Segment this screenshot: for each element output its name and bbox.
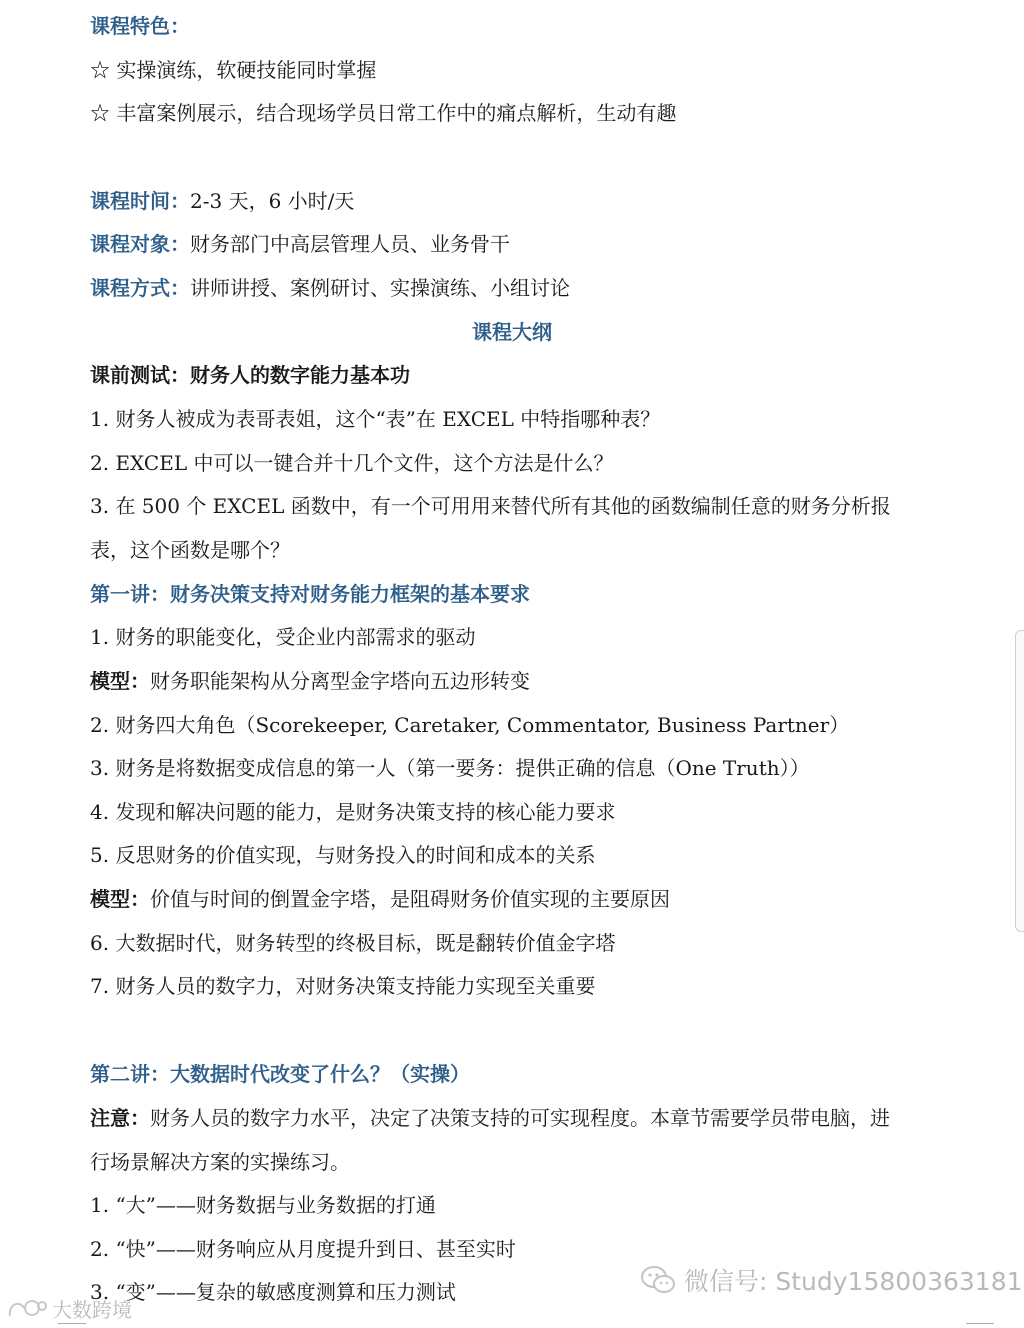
course-time-value: 2-3 天，6 小时/天 <box>190 189 355 213</box>
lecture2-item: 2. “快”——财务响应从月度提升到日、甚至实时 <box>90 1237 516 1261</box>
brand-watermark <box>6 1294 132 1323</box>
lecture2-note-continued: 行场景解决方案的实操练习。 <box>90 1150 350 1174</box>
lecture1-item: 4. 发现和解决问题的能力，是财务决策支持的核心能力要求 <box>90 800 616 824</box>
model-label: 模型： <box>90 887 150 911</box>
model-text: 财务职能架构从分离型金字塔向五边形转变 <box>150 669 530 693</box>
page-corner-mark <box>58 1323 86 1328</box>
page-corner-mark <box>966 1323 994 1328</box>
lecture1-item: 5. 反思财务的价值实现，与财务投入的时间和成本的关系 <box>90 843 596 867</box>
features-heading: 课程特色： <box>90 14 190 38</box>
course-time <box>90 188 984 214</box>
brand-name: 大数跨境 <box>52 1298 132 1322</box>
feature-item: ☆ 实操演练，软硬技能同时掌握 <box>90 58 377 82</box>
pretest-item-continued: 表，这个函数是哪个？ <box>90 538 290 562</box>
lecture1-item: 6. 大数据时代，财务转型的终极目标，既是翻转价值金字塔 <box>90 931 616 955</box>
course-audience <box>90 231 984 257</box>
lecture1-item: 7. 财务人员的数字力，对财务决策支持能力实现至关重要 <box>90 974 596 998</box>
course-method <box>90 275 984 301</box>
pretest-item: 3. 在 500 个 EXCEL 函数中，有一个可用用来替代所有其他的函数编制任意的财务分析报 <box>90 494 891 518</box>
feature-item: ☆ 丰富案例展示，结合现场学员日常工作中的痛点解析，生动有趣 <box>90 101 677 125</box>
pretest-item: 2. EXCEL 中可以一键合并十几个文件，这个方法是什么？ <box>90 451 614 475</box>
lecture2-note <box>90 1105 984 1131</box>
course-method-value: 讲师讲授、案例研讨、实操演练、小组讨论 <box>190 276 570 300</box>
scrollbar-tab[interactable] <box>1015 630 1024 932</box>
pretest-item: 1. 财务人被成为表哥表姐，这个“表”在 EXCEL 中特指哪种表？ <box>90 407 661 431</box>
lecture1-model1 <box>90 668 984 694</box>
wechat-id: 微信号: Study15800363181 <box>684 1267 1023 1296</box>
lecture1-heading: 第一讲：财务决策支持对财务能力框架的基本要求 <box>90 582 530 606</box>
lecture2-item: 3. “变”——复杂的敏感度测算和压力测试 <box>90 1280 456 1304</box>
lecture1-item: 1. 财务的职能变化，受企业内部需求的驱动 <box>90 625 476 649</box>
model-label: 模型： <box>90 669 150 693</box>
course-audience-label: 课程对象： <box>90 232 190 256</box>
note-text: 财务人员的数字力水平，决定了决策支持的可实现程度。本章节需要学员带电脑，进 <box>150 1106 890 1130</box>
lecture1-model2 <box>90 886 984 912</box>
outline-title: 课程大纲 <box>472 320 552 344</box>
wechat-watermark <box>640 1262 1023 1298</box>
lecture1-item: 2. 财务四大角色（Scorekeeper, Caretaker, Commentator, Business Partner） <box>90 713 850 737</box>
course-audience-value: 财务部门中高层管理人员、业务骨干 <box>190 232 510 256</box>
brand-logo-icon <box>6 1296 48 1322</box>
course-time-label: 课程时间： <box>90 189 190 213</box>
course-method-label: 课程方式： <box>90 276 190 300</box>
pretest-heading: 课前测试：财务人的数字能力基本功 <box>90 363 410 387</box>
note-label: 注意： <box>90 1106 150 1130</box>
model-text: 价值与时间的倒置金字塔，是阻碍财务价值实现的主要原因 <box>150 887 670 911</box>
lecture2-heading: 第二讲：大数据时代改变了什么？（实操） <box>90 1062 470 1086</box>
lecture1-item: 3. 财务是将数据变成信息的第一人（第一要务：提供正确的信息（One Truth）） <box>90 756 810 780</box>
wechat-icon <box>640 1265 676 1295</box>
lecture2-item: 1. “大”——财务数据与业务数据的打通 <box>90 1193 436 1217</box>
